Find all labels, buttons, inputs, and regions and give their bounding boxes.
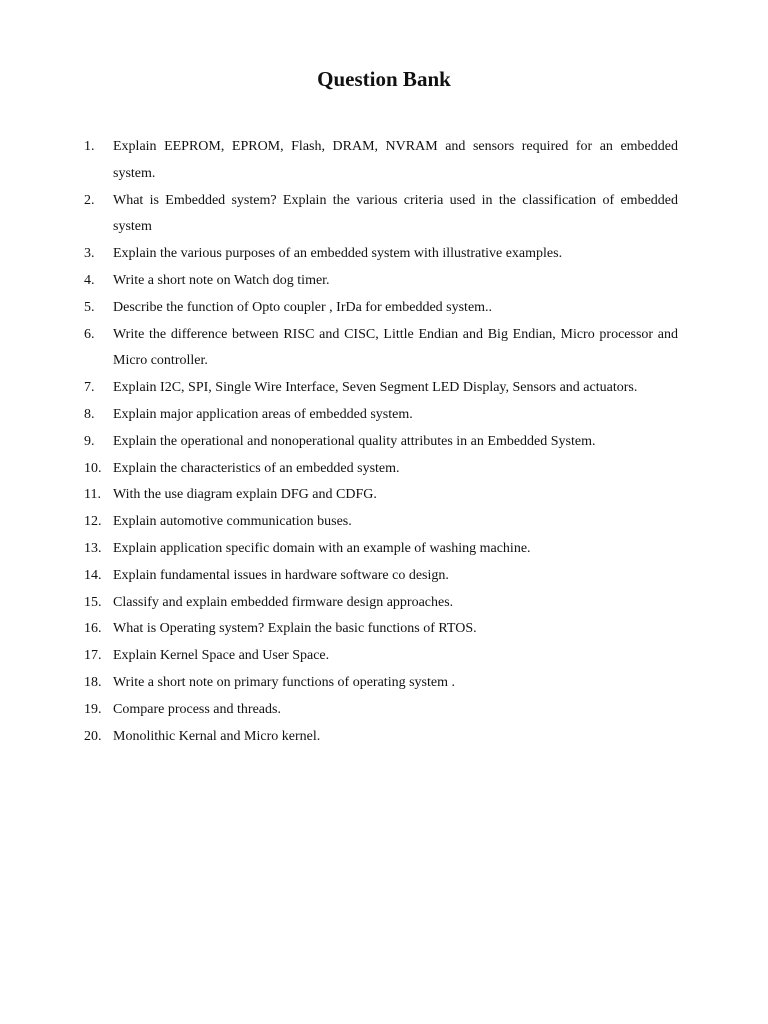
question-number: 10. [84,460,102,476]
question-text: Explain EEPROM, EPROM, Flash, DRAM, NVRAM and sensors required for an embedded system. [113,139,678,181]
question-number: 19. [84,701,102,717]
question-text: Write a short note on Watch dog timer. [113,272,330,288]
question-number: 5. [84,299,95,315]
question-item [84,590,678,617]
question-number: 3. [84,246,95,262]
question-number: 12. [84,514,102,530]
question-text: Explain automotive communication buses. [113,514,352,530]
question-number: 2. [84,192,95,208]
question-item [84,616,678,643]
question-item [84,322,678,376]
question-item [84,563,678,590]
question-item [84,268,678,295]
question-item [84,697,678,724]
question-item [84,429,678,456]
question-text: Compare process and threads. [113,701,281,717]
question-text: Explain major application areas of embedded system. [113,406,413,422]
question-text: What is Embedded system? Explain the various criteria used in the classification of embedded system [113,192,678,235]
page-title: Question Bank [317,67,451,91]
question-item [84,456,678,483]
question-number: 15. [84,594,102,610]
question-number: 8. [84,406,95,422]
question-item [84,509,678,536]
question-number: 17. [84,648,102,664]
question-number: 13. [84,540,102,556]
question-text: Write the difference between RISC and CISC, Little Endian and Big Endian, Micro processor and Micro controller. [113,326,678,369]
question-text: Explain fundamental issues in hardware software co design. [113,567,449,583]
question-text: What is Operating system? Explain the basic functions of RTOS. [113,621,477,637]
question-item [84,295,678,322]
question-text: Explain I2C, SPI, Single Wire Interface, Seven Segment LED Display, Sensors and actuators. [113,380,638,396]
question-number: 18. [84,674,102,690]
question-item [84,375,678,402]
question-item [84,134,678,188]
question-list [84,134,678,750]
question-item [84,670,678,697]
question-number: 14. [84,567,102,583]
question-number: 20. [84,728,102,744]
question-number: 16. [84,621,102,637]
question-text: Describe the function of Opto coupler , IrDa for embedded system.. [113,299,493,315]
question-number: 1. [84,139,95,154]
question-text: With the use diagram explain DFG and CDFG. [113,487,377,503]
question-item [84,536,678,563]
question-item [84,402,678,429]
question-text: Explain application specific domain with an example of washing machine. [113,540,531,556]
question-text: Classify and explain embedded firmware design approaches. [113,594,454,610]
question-text: Monolithic Kernal and Micro kernel. [113,728,321,744]
question-number: 7. [84,380,95,396]
question-item [84,482,678,509]
question-text: Explain the operational and nonoperational quality attributes in an Embedded System. [113,433,596,449]
question-text: Explain the characteristics of an embedded system. [113,460,400,476]
question-item [84,643,678,670]
question-number: 11. [84,487,101,503]
question-number: 9. [84,433,95,449]
question-number: 6. [84,326,95,342]
question-item [84,724,678,751]
question-text: Explain Kernel Space and User Space. [113,648,330,664]
question-item [84,241,678,268]
question-number: 4. [84,272,95,288]
question-text: Explain the various purposes of an embedded system with illustrative examples. [113,246,563,262]
question-item [84,188,678,242]
question-text: Write a short note on primary functions of operating system . [113,674,455,690]
